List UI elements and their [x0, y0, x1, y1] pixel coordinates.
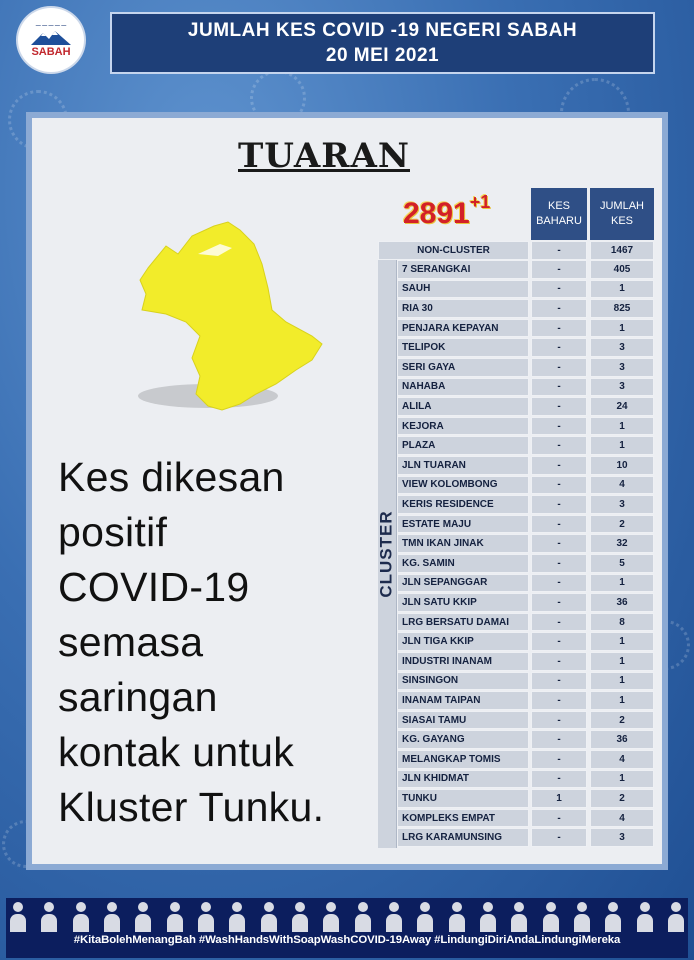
- person-icon: [261, 902, 277, 932]
- description-line: Kluster Tunku.: [58, 784, 325, 830]
- row-total: 1: [590, 691, 654, 710]
- row-new: -: [531, 632, 587, 651]
- row-total: 36: [590, 593, 654, 612]
- row-name: TUNKU: [397, 789, 529, 808]
- row-new: -: [531, 574, 587, 593]
- row-new: -: [531, 456, 587, 475]
- description-line: saringan: [58, 674, 218, 720]
- row-new: -: [531, 280, 587, 299]
- row-new: -: [531, 299, 587, 318]
- people-illustration: [10, 900, 684, 932]
- row-name: MELANGKAP TOMIS: [397, 750, 529, 769]
- row-name: KOMPLEKS EMPAT: [397, 809, 529, 828]
- total-value: 2891: [403, 197, 470, 230]
- row-new: -: [531, 828, 587, 847]
- row-name: NAHABA: [397, 378, 529, 397]
- row-name: TMN IKAN JINAK: [397, 534, 529, 553]
- description: [58, 450, 324, 835]
- person-icon: [449, 902, 465, 932]
- person-icon: [543, 902, 559, 932]
- row-total: 4: [590, 476, 654, 495]
- row-name: TELIPOK: [397, 338, 529, 357]
- person-icon: [198, 902, 214, 932]
- date-line: 20 MEI 2021: [325, 45, 440, 66]
- sabah-logo: [16, 6, 86, 74]
- row-new: -: [531, 436, 587, 455]
- row-total: 405: [590, 260, 654, 279]
- row-name: VIEW KOLOMBONG: [397, 476, 529, 495]
- row-total: 3: [590, 358, 654, 377]
- row-name: INDUSTRI INANAM: [397, 652, 529, 671]
- row-name: JLN TUARAN: [397, 456, 529, 475]
- person-icon: [41, 902, 57, 932]
- person-icon: [386, 902, 402, 932]
- row-new: -: [531, 358, 587, 377]
- row-name: SERI GAYA: [397, 358, 529, 377]
- person-icon: [167, 902, 183, 932]
- person-icon: [605, 902, 621, 932]
- total-cases: [403, 192, 491, 231]
- mountain-logo-icon: [29, 29, 73, 47]
- hashtags: #KitaBolehMenangBah #WashHandsWithSoapWashCOVID-19Away #LindungiDiriAndaLindungiMereka: [73, 934, 621, 946]
- row-total: 1: [590, 319, 654, 338]
- row-new: -: [531, 319, 587, 338]
- row-new: -: [531, 770, 587, 789]
- logo-name: SABAH: [31, 45, 71, 58]
- row-new: -: [531, 260, 587, 279]
- row-total: 3: [590, 378, 654, 397]
- footer-banner: [6, 898, 688, 958]
- row-total: 5: [590, 554, 654, 573]
- row-new: -: [531, 809, 587, 828]
- row-total: 3: [590, 495, 654, 514]
- row-new: 1: [531, 789, 587, 808]
- row-total: 2: [590, 515, 654, 534]
- row-total: 4: [590, 809, 654, 828]
- cluster-label: CLUSTER: [377, 510, 396, 598]
- header-total-cases-line1: JUMLAH: [599, 200, 644, 212]
- logo-caption: — — — — —: [35, 22, 67, 29]
- header-new-cases: [531, 188, 587, 240]
- row-name: KEJORA: [397, 417, 529, 436]
- row-name: LRG BERSATU DAMAI: [397, 613, 529, 632]
- row-name: JLN SEPANGGAR: [397, 574, 529, 593]
- header-total-cases: [590, 188, 654, 240]
- description-line: positif: [58, 509, 168, 555]
- row-new: -: [531, 495, 587, 514]
- title-line: JUMLAH KES COVID -19 NEGERI SABAH: [187, 20, 578, 41]
- row-new: -: [531, 397, 587, 416]
- person-icon: [104, 902, 120, 932]
- person-icon: [668, 902, 684, 932]
- row-total: 1: [590, 632, 654, 651]
- row-new: -: [531, 691, 587, 710]
- person-icon: [292, 902, 308, 932]
- row-name: NON-CLUSTER: [378, 241, 529, 260]
- row-total: 1: [590, 652, 654, 671]
- description-line: Kes dikesan: [58, 454, 285, 500]
- row-total: 2: [590, 711, 654, 730]
- header-new-cases-line1: KES: [547, 200, 570, 212]
- district-map-icon: [136, 218, 326, 413]
- row-total: 10: [590, 456, 654, 475]
- person-icon: [10, 902, 26, 932]
- row-new: -: [531, 672, 587, 691]
- row-total: 32: [590, 534, 654, 553]
- row-new: -: [531, 534, 587, 553]
- person-icon: [574, 902, 590, 932]
- row-total: 1: [590, 436, 654, 455]
- person-icon: [511, 902, 527, 932]
- row-total: 4: [590, 750, 654, 769]
- row-new: -: [531, 593, 587, 612]
- header-total-cases-line2: KES: [610, 215, 633, 227]
- row-total: 1: [590, 672, 654, 691]
- row-new: -: [531, 711, 587, 730]
- row-name: JLN SATU KKIP: [397, 593, 529, 612]
- row-name: SINSINGON: [397, 672, 529, 691]
- row-new: -: [531, 417, 587, 436]
- new-cases-value: +1: [469, 192, 491, 212]
- person-icon: [637, 902, 653, 932]
- row-total: 3: [590, 338, 654, 357]
- row-new: -: [531, 476, 587, 495]
- row-new: -: [531, 613, 587, 632]
- row-total: 1: [590, 770, 654, 789]
- row-total: 2: [590, 789, 654, 808]
- row-new: -: [531, 515, 587, 534]
- row-new: -: [531, 338, 587, 357]
- row-name: ESTATE MAJU: [397, 515, 529, 534]
- row-name: 7 SERANGKAI: [397, 260, 529, 279]
- row-name: RIA 30: [397, 299, 529, 318]
- row-name: KG. SAMIN: [397, 554, 529, 573]
- row-total: 825: [590, 299, 654, 318]
- row-new: -: [531, 652, 587, 671]
- row-new: -: [531, 378, 587, 397]
- row-new: -: [531, 241, 587, 260]
- person-icon: [323, 902, 339, 932]
- person-icon: [229, 902, 245, 932]
- row-new: -: [531, 730, 587, 749]
- row-total: 36: [590, 730, 654, 749]
- row-name: SIASAI TAMU: [397, 711, 529, 730]
- person-icon: [73, 902, 89, 932]
- row-name: PENJARA KEPAYAN: [397, 319, 529, 338]
- description-line: semasa: [58, 619, 204, 665]
- district-title: TUARAN: [238, 136, 410, 176]
- row-name: LRG KARAMUNSING: [397, 828, 529, 847]
- row-name: JLN KHIDMAT: [397, 770, 529, 789]
- row-name: ALILA: [397, 397, 529, 416]
- row-name: KG. GAYANG: [397, 730, 529, 749]
- page-title: [110, 12, 655, 74]
- header-new-cases-line2: BAHARU: [536, 215, 582, 227]
- row-total: 24: [590, 397, 654, 416]
- cluster-group-label: [378, 260, 397, 848]
- person-icon: [135, 902, 151, 932]
- person-icon: [417, 902, 433, 932]
- row-name: SAUH: [397, 280, 529, 299]
- row-name: JLN TIGA KKIP: [397, 632, 529, 651]
- row-name: PLAZA: [397, 436, 529, 455]
- row-name: INANAM TAIPAN: [397, 691, 529, 710]
- row-total: 1: [590, 417, 654, 436]
- row-total: 1: [590, 574, 654, 593]
- row-new: -: [531, 554, 587, 573]
- person-icon: [355, 902, 371, 932]
- row-new: -: [531, 750, 587, 769]
- row-total: 8: [590, 613, 654, 632]
- description-line: kontak untuk: [58, 729, 295, 775]
- row-total: 3: [590, 828, 654, 847]
- row-total: 1467: [590, 241, 654, 260]
- row-total: 1: [590, 280, 654, 299]
- description-line: COVID-19: [58, 564, 250, 610]
- person-icon: [480, 902, 496, 932]
- row-name: KERIS RESIDENCE: [397, 495, 529, 514]
